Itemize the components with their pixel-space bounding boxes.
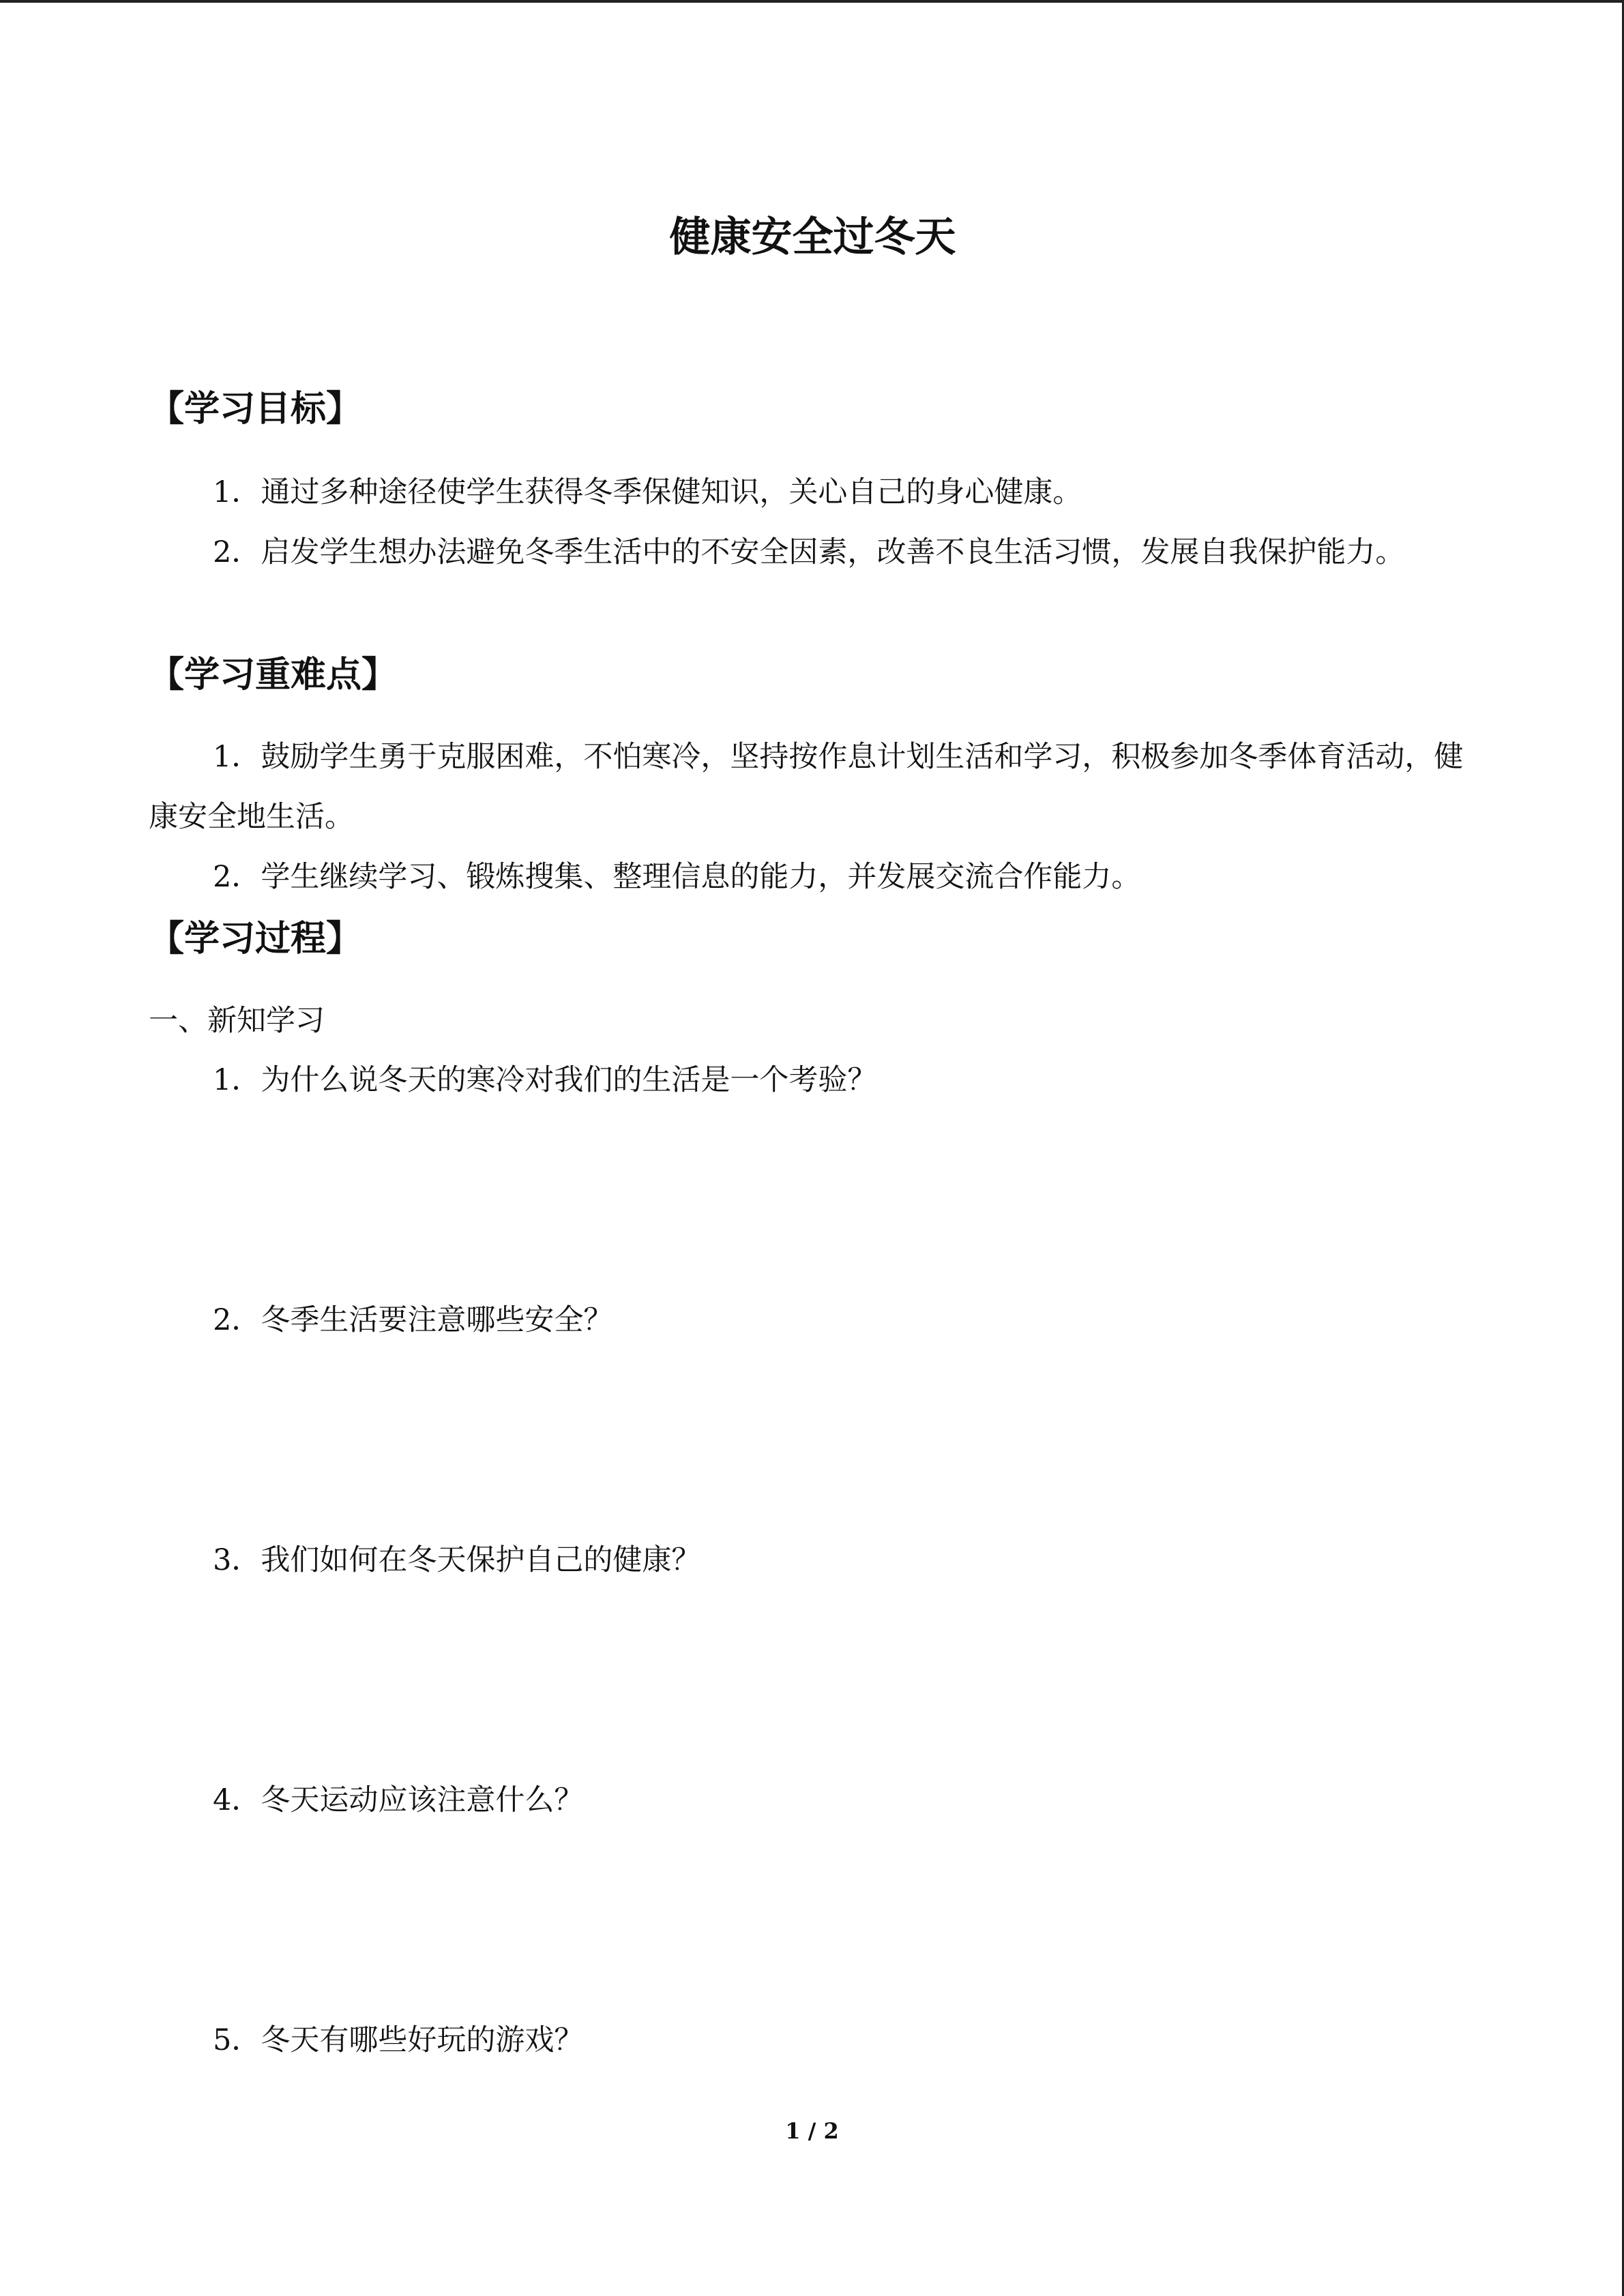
question-item: 3．我们如何在冬天保护自己的健康？	[213, 1543, 701, 1577]
goal-item: 1．通过多种途径使学生获得冬季保健知识，关心自己的身心健康。	[213, 475, 1082, 509]
section-heading-key-points: 【学习重难点】	[149, 655, 398, 696]
document-title: 健康安全过冬天	[669, 213, 956, 261]
goal-item: 2．启发学生想办法避免冬季生活中的不安全因素，改善不良生活习惯，发展自我保护能力。	[213, 535, 1405, 569]
top-border	[0, 0, 1624, 3]
process-subheading: 一、新知学习	[149, 1004, 325, 1038]
key-point-item: 2．学生继续学习、锻炼搜集、整理信息的能力，并发展交流合作能力。	[213, 860, 1141, 894]
question-item: 1．为什么说冬天的寒冷对我们的生活是一个考验？	[213, 1063, 877, 1097]
question-item: 2．冬季生活要注意哪些安全？	[213, 1303, 613, 1337]
key-point-item: 1．鼓励学生勇于克服困难，不怕寒冷，坚持按作息计划生活和学习，积极参加冬季体育活动，健康安全地生活。	[149, 740, 1464, 834]
section-heading-process: 【学习过程】	[149, 919, 362, 959]
page-number: 1 / 2	[785, 2118, 839, 2144]
section-heading-goals: 【学习目标】	[149, 389, 362, 430]
question-item: 4．冬天运动应该注意什么？	[213, 1783, 584, 1817]
question-item: 5．冬天有哪些好玩的游戏？	[213, 2023, 584, 2057]
